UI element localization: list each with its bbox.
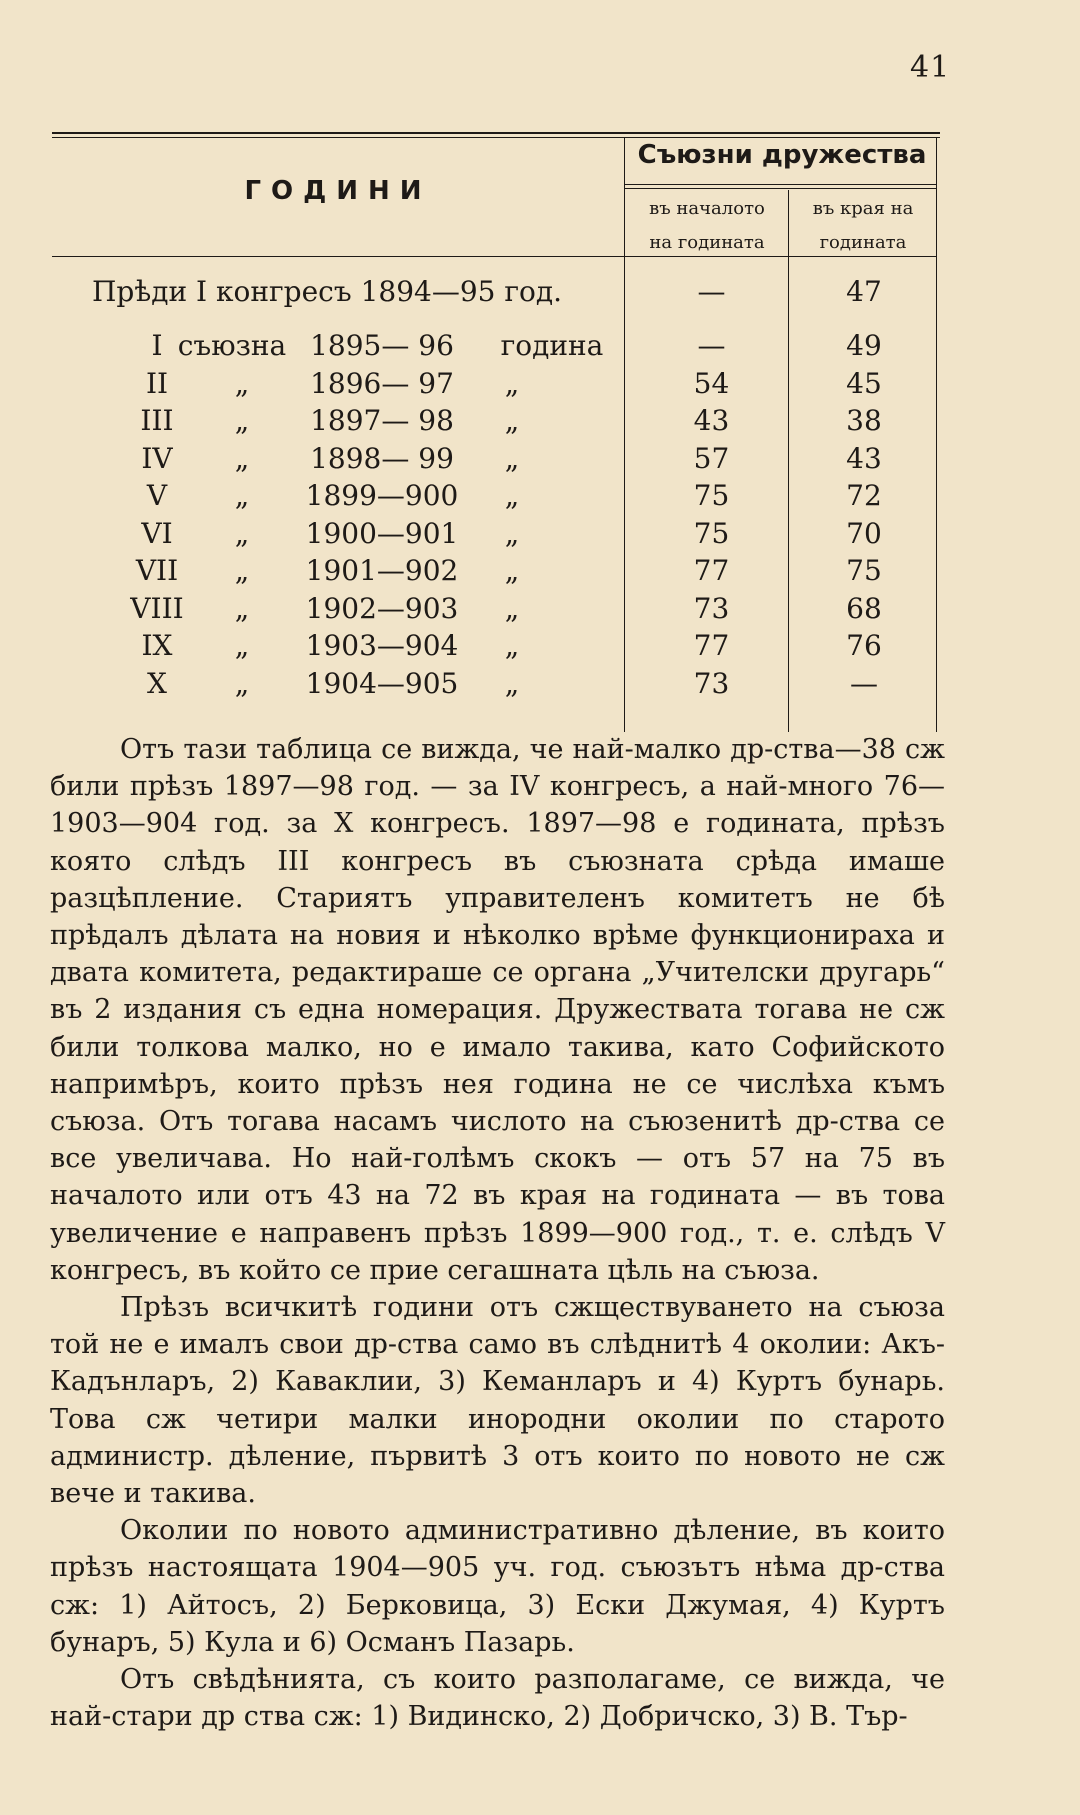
row-label: Прѣди I конгресъ 1894—95 год. [92,275,563,308]
row-end-value: 43 [846,441,882,475]
row-begin-value: — [697,275,726,308]
header-begin-line-1: въ началото [649,198,765,219]
row-unit: „ [504,366,520,400]
table-row-pre-congress [52,274,940,310]
table-top-rule [52,132,940,138]
row-begin-value: 57 [693,441,730,475]
header-years: ГОДИНИ [244,176,432,206]
paragraph-4: Отъ свѣдѣнията, съ които разполагаме, се вижда, че най-стари др ства сж: 1) Видинско, 2) Добричско, 3) В. Тър- [50,1664,945,1733]
row-mark: „ [234,629,250,662]
row-begin-value: 73 [693,591,730,625]
row-mark: „ [234,516,250,550]
row-year-range: 1899—900 [305,479,459,512]
row-mark: „ [234,441,250,475]
row-unit: година [500,329,604,362]
page-number: 41 [910,50,951,85]
row-year-range: 1900—901 [305,516,459,550]
row-year-range: 1897— 98 [310,404,454,437]
row-unit: „ [504,441,520,475]
body-text [50,731,945,1735]
row-end-value: 75 [846,554,882,587]
row-roman: II [145,366,169,400]
row-mark: „ [234,554,250,587]
row-roman: III [140,404,174,437]
table-row [52,403,940,439]
row-end-value: 72 [846,479,882,512]
row-mark: съюзна [177,329,287,362]
row-year-range: 1895— 96 [310,329,454,362]
row-unit: „ [504,404,520,437]
row-year-range: 1903—904 [305,629,459,662]
table-row [52,666,940,702]
row-end-value: 49 [846,329,882,362]
row-begin-value: 77 [693,629,730,662]
row-unit: „ [504,666,520,700]
row-year-range: 1898— 99 [310,441,454,475]
paragraph-1: Отъ тази таблица се вижда, че най-малко др-ства—38 сж били прѣзъ 1897—98 год. — за IV конгресъ, а най-много 76—1903—904 год. за X конгресъ. 1897—98 е годината, прѣзъ която слѣдъ III конгресъ въ съюзната срѣда имаше разцѣпление. Стариятъ управителенъ комитетъ не бѣ прѣдалъ дѣлата на новия и нѣколко врѣме функционираха и двата комитета, редактираше се органа „Учителски другарь“ въ 2 издания съ една номерация. Дружествата тогава не сж били толкова малко, но е имало такива, като Софийското напримѣръ, които прѣзъ нея година не се числѣха къмъ съюза. Отъ тогава насамъ числото на съюзенитѣ др-ства се все увеличава. Но най-голѣмъ скокъ — отъ 57 на 75 въ началото или отъ 43 на 72 въ края на годината — въ това увеличение е направенъ прѣзъ 1899—900 год., т. е. слѣдъ V конгресъ, въ който се прие сегашната цѣль на съюза. [50,734,945,1286]
row-roman: VI [141,516,173,550]
row-mark: „ [234,404,250,437]
row-end-value: 70 [846,516,882,550]
statistics-table [52,132,940,732]
table-row [52,591,940,627]
row-mark: „ [234,366,250,400]
row-end-value: 68 [846,591,882,625]
row-begin-value: 75 [693,516,730,550]
table-row [52,441,940,477]
row-roman: IX [141,629,173,662]
row-roman: X [147,666,167,700]
header-subdivider-2 [624,188,936,189]
row-begin-value: 75 [693,479,730,512]
row-unit: „ [504,591,520,625]
row-unit: „ [504,629,520,662]
row-unit: „ [504,479,520,512]
row-roman: V [146,479,168,512]
header-end-line-2: годината [819,232,907,253]
row-end-value: 38 [846,404,882,437]
header-begin [626,192,788,260]
row-roman: VIII [130,591,184,625]
row-end-value: 47 [846,275,882,308]
paragraph-2: Прѣзъ всичкитѣ години отъ сжществуването на съюза той не е ималъ свои др-ства само въ слѣднитѣ 4 околии: Акъ-Кадънларъ, 2) Каваклии, 3) Кеманларъ и 4) Куртъ бунарь. Това сж четири малки инородни околии по старото администр. дѣление, първитѣ 3 отъ които по новото не сж вече и такива. [50,1292,945,1510]
table-row [52,366,940,402]
row-begin-value: 54 [693,366,730,400]
paragraph-3: Околии по новото административно дѣление, въ които прѣзъ настоящата 1904—905 уч. год. съюзътъ нѣма др-ства сж: 1) Айтосъ, 2) Берковица, 3) Ески Джумая, 4) Куртъ бунаръ, 5) Кула и 6) Османъ Пазарь. [50,1515,945,1658]
row-end-value: 45 [846,366,882,400]
row-year-range: 1902—903 [305,591,459,625]
row-roman: VII [135,554,179,587]
row-roman: IV [141,441,173,475]
row-year-range: 1904—905 [305,666,459,700]
row-year-range: 1896— 97 [310,366,454,400]
row-mark: „ [234,479,250,512]
row-begin-value: 43 [693,404,730,437]
header-end [790,192,936,260]
header-end-line-1: въ края на [812,198,914,219]
row-unit: „ [504,516,520,550]
row-mark: „ [234,666,250,700]
header-subdivider [624,184,936,185]
table-row [52,516,940,552]
row-end-value: — [850,666,878,700]
table-row [52,478,940,514]
header-unions: Съюзни дружества [637,140,927,170]
row-end-value: 76 [846,629,882,662]
table-row [52,553,940,589]
row-begin-value: — [697,329,726,362]
row-roman: I [151,329,163,362]
row-unit: „ [504,554,520,587]
header-begin-line-2: на годината [649,232,765,253]
row-year-range: 1901—902 [305,554,459,587]
table-row [52,328,940,364]
table-row [52,628,940,664]
row-begin-value: 77 [693,554,730,587]
row-mark: „ [234,591,250,625]
row-begin-value: 73 [693,666,730,700]
